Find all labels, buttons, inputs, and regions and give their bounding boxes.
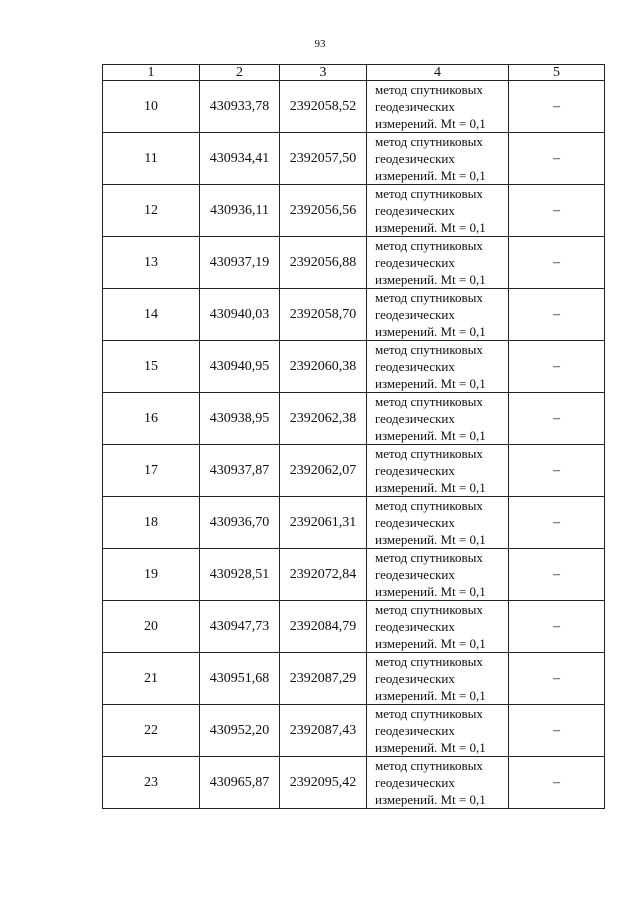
y-coordinate-cell: 2392072,84 <box>280 549 367 601</box>
note-cell: – <box>509 289 605 341</box>
column-header-2: 2 <box>200 65 280 81</box>
point-number-cell: 16 <box>103 393 200 445</box>
column-header-5: 5 <box>509 65 605 81</box>
y-coordinate-cell: 2392084,79 <box>280 601 367 653</box>
note-cell: – <box>509 341 605 393</box>
point-number-cell: 21 <box>103 653 200 705</box>
point-number-cell: 20 <box>103 601 200 653</box>
method-cell: метод спутниковых геодезических измерений. Mt = 0,1 <box>367 757 509 809</box>
y-coordinate-cell: 2392060,38 <box>280 341 367 393</box>
note-cell: – <box>509 601 605 653</box>
y-coordinate-cell: 2392061,31 <box>280 497 367 549</box>
note-cell: – <box>509 549 605 601</box>
y-coordinate-cell: 2392058,52 <box>280 81 367 133</box>
table-row <box>103 705 605 757</box>
note-cell: – <box>509 653 605 705</box>
point-number-cell: 23 <box>103 757 200 809</box>
table-row <box>103 237 605 289</box>
table-row <box>103 133 605 185</box>
method-cell: метод спутниковых геодезических измерений. Mt = 0,1 <box>367 601 509 653</box>
y-coordinate-cell: 2392056,56 <box>280 185 367 237</box>
point-number-cell: 12 <box>103 185 200 237</box>
note-cell: – <box>509 757 605 809</box>
note-cell: – <box>509 237 605 289</box>
page-number: 93 <box>314 38 326 50</box>
x-coordinate-cell: 430936,11 <box>200 185 280 237</box>
x-coordinate-cell: 430937,19 <box>200 237 280 289</box>
table-row <box>103 289 605 341</box>
point-number-cell: 14 <box>103 289 200 341</box>
table-row <box>103 445 605 497</box>
table-row <box>103 81 605 133</box>
note-cell: – <box>509 705 605 757</box>
x-coordinate-cell: 430938,95 <box>200 393 280 445</box>
method-cell: метод спутниковых геодезических измерений. Mt = 0,1 <box>367 133 509 185</box>
table-row <box>103 601 605 653</box>
point-number-cell: 17 <box>103 445 200 497</box>
note-cell: – <box>509 497 605 549</box>
method-cell: метод спутниковых геодезических измерений. Mt = 0,1 <box>367 341 509 393</box>
method-cell: метод спутниковых геодезических измерений. Mt = 0,1 <box>367 653 509 705</box>
x-coordinate-cell: 430965,87 <box>200 757 280 809</box>
method-cell: метод спутниковых геодезических измерений. Mt = 0,1 <box>367 289 509 341</box>
method-cell: метод спутниковых геодезических измерений. Mt = 0,1 <box>367 393 509 445</box>
x-coordinate-cell: 430934,41 <box>200 133 280 185</box>
y-coordinate-cell: 2392057,50 <box>280 133 367 185</box>
point-number-cell: 15 <box>103 341 200 393</box>
y-coordinate-cell: 2392095,42 <box>280 757 367 809</box>
y-coordinate-cell: 2392062,38 <box>280 393 367 445</box>
x-coordinate-cell: 430940,03 <box>200 289 280 341</box>
table-row <box>103 653 605 705</box>
method-cell: метод спутниковых геодезических измерений. Mt = 0,1 <box>367 445 509 497</box>
point-number-cell: 18 <box>103 497 200 549</box>
x-coordinate-cell: 430936,70 <box>200 497 280 549</box>
column-header-3: 3 <box>280 65 367 81</box>
table-header-row <box>103 65 605 81</box>
note-cell: – <box>509 81 605 133</box>
x-coordinate-cell: 430933,78 <box>200 81 280 133</box>
method-cell: метод спутниковых геодезических измерений. Mt = 0,1 <box>367 705 509 757</box>
note-cell: – <box>509 393 605 445</box>
point-number-cell: 10 <box>103 81 200 133</box>
column-header-4: 4 <box>367 65 509 81</box>
point-number-cell: 19 <box>103 549 200 601</box>
method-cell: метод спутниковых геодезических измерений. Mt = 0,1 <box>367 549 509 601</box>
method-cell: метод спутниковых геодезических измерений. Mt = 0,1 <box>367 185 509 237</box>
table-body <box>103 81 605 809</box>
x-coordinate-cell: 430928,51 <box>200 549 280 601</box>
method-cell: метод спутниковых геодезических измерений. Mt = 0,1 <box>367 497 509 549</box>
column-header-1: 1 <box>103 65 200 81</box>
x-coordinate-cell: 430940,95 <box>200 341 280 393</box>
table-row <box>103 549 605 601</box>
y-coordinate-cell: 2392087,43 <box>280 705 367 757</box>
table-row <box>103 185 605 237</box>
x-coordinate-cell: 430952,20 <box>200 705 280 757</box>
point-number-cell: 11 <box>103 133 200 185</box>
method-cell: метод спутниковых геодезических измерений. Mt = 0,1 <box>367 237 509 289</box>
table-row <box>103 341 605 393</box>
point-number-cell: 13 <box>103 237 200 289</box>
y-coordinate-cell: 2392087,29 <box>280 653 367 705</box>
note-cell: – <box>509 445 605 497</box>
table-row <box>103 393 605 445</box>
method-cell: метод спутниковых геодезических измерений. Mt = 0,1 <box>367 81 509 133</box>
x-coordinate-cell: 430947,73 <box>200 601 280 653</box>
coordinates-table <box>102 64 605 809</box>
y-coordinate-cell: 2392058,70 <box>280 289 367 341</box>
note-cell: – <box>509 133 605 185</box>
y-coordinate-cell: 2392056,88 <box>280 237 367 289</box>
table-row <box>103 757 605 809</box>
x-coordinate-cell: 430951,68 <box>200 653 280 705</box>
point-number-cell: 22 <box>103 705 200 757</box>
table-row <box>103 497 605 549</box>
x-coordinate-cell: 430937,87 <box>200 445 280 497</box>
y-coordinate-cell: 2392062,07 <box>280 445 367 497</box>
note-cell: – <box>509 185 605 237</box>
